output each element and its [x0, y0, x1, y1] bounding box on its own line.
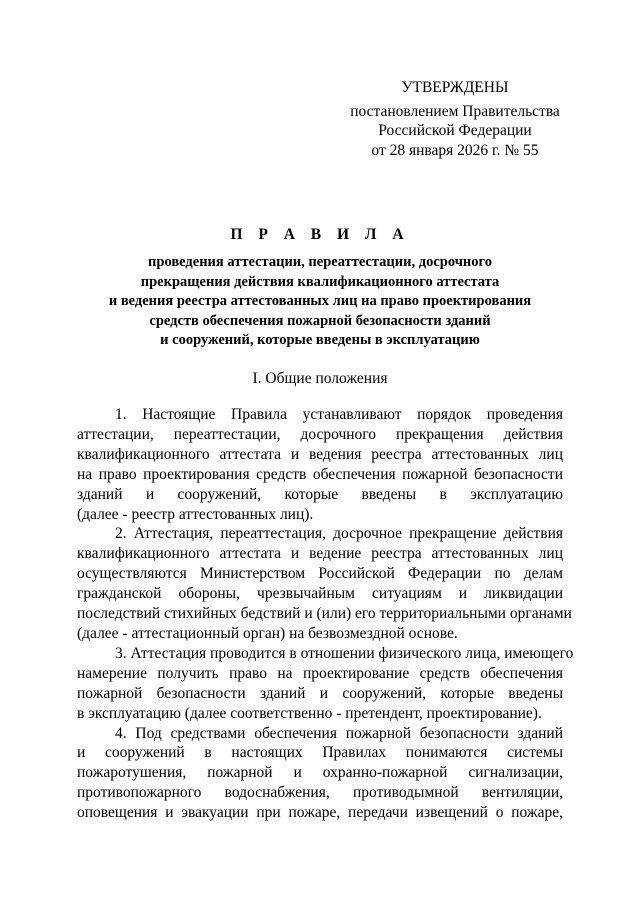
document-subtitle [60, 253, 580, 351]
text-line: (далее - аттестационный орган) на безвозмездной основе. [77, 624, 458, 642]
text-line: аттестации, переаттестации, досрочного прекращения действия [77, 425, 563, 443]
approval-stamp [330, 78, 580, 160]
approval-line: от 28 января 2026 г. № 55 [371, 141, 539, 159]
subtitle-line: и сооружений, которые введены в эксплуатацию [160, 332, 480, 348]
paragraph-2 [77, 524, 572, 643]
text-line: 3. Аттестация проводится в отношении физического лица, имеющего [115, 644, 574, 662]
section-body [77, 405, 574, 823]
text-line: оповещения и эвакуации при пожаре, передачи извещений о пожаре, [77, 804, 563, 822]
approval-line: постановлением Правительства [350, 102, 560, 120]
text-line: гражданской обороны, чрезвычайным ситуациям и ликвидации [77, 585, 563, 603]
subtitle-line: и ведения реестра аттестованных лиц на право проектирования [108, 293, 532, 309]
text-line: пожаротушения, пожарной и охранно-пожарной сигнализации, [77, 764, 563, 782]
paragraph-3 [77, 644, 574, 724]
subtitle-line: проведения аттестации, переаттестации, досрочного [148, 254, 492, 270]
text-line: 2. Аттестация, переаттестация, досрочное прекращение действия [115, 525, 563, 543]
text-line: пожарной безопасности зданий и сооружений, которые введены [77, 684, 563, 702]
text-line: противопожарного водоснабжения, противодымной вентиляции, [77, 784, 563, 802]
text-line: последствий стихийных бедствий и (или) его территориальными органами [77, 605, 572, 623]
text-line: осуществляются Министерством Российской Федерации по делам [77, 565, 563, 583]
approval-line: Российской Федерации [378, 122, 532, 139]
paragraph-1 [77, 405, 563, 524]
text-line: намерение получить право на проектирование средств обеспечения [77, 664, 563, 682]
text-line: и сооружений в настоящих Правилах понимаются системы [77, 744, 563, 762]
text-line: 1. Настоящие Правила устанавливают порядок проведения [115, 406, 563, 423]
text-line: квалификационного аттестата и ведения реестра аттестованных лиц [77, 445, 563, 463]
text-line: квалификационного аттестата и ведение реестра аттестованных лиц [77, 545, 563, 563]
text-line: на право проектирования средств обеспечения пожарной безопасности [77, 465, 563, 483]
document-title: П Р А В И Л А [230, 226, 410, 243]
text-line: зданий и сооружений, которые введены в эксплуатацию [77, 485, 563, 503]
subtitle-line: средств обеспечения пожарной безопасности зданий [149, 312, 491, 329]
text-line: (далее - реестр аттестованных лиц). [77, 505, 314, 523]
section-heading: I. Общие положения [252, 370, 388, 387]
approval-title: УТВЕРЖДЕНЫ [401, 79, 509, 96]
text-line: 4. Под средствами обеспечения пожарной безопасности зданий [115, 724, 563, 742]
subtitle-line: прекращения действия квалификационного аттестата [140, 273, 500, 290]
paragraph-4 [77, 724, 563, 824]
text-line: в эксплуатацию (далее соответственно - претендент, проектирование). [77, 704, 542, 722]
